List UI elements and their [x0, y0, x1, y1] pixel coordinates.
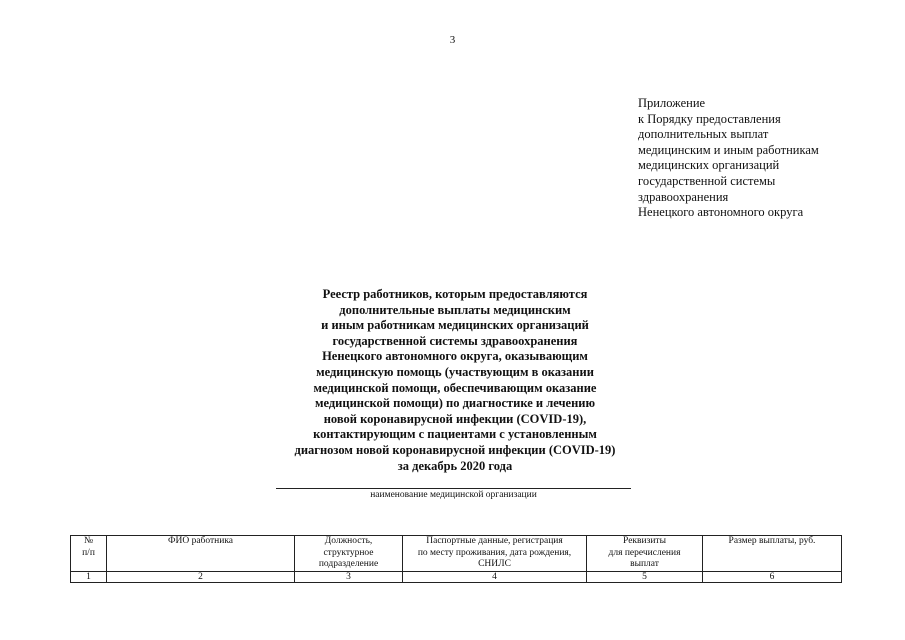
appendix-line: медицинских организаций [638, 158, 780, 173]
column-number: 4 [403, 571, 587, 582]
registry-table [70, 535, 842, 583]
title-line: медицинской помощи) по диагностике и лечению [314, 396, 596, 411]
appendix-block [638, 96, 898, 221]
header-payment-amount: Размер выплаты, руб. [703, 536, 842, 572]
appendix-line: к Порядку предоставления [638, 111, 781, 126]
column-number: 3 [295, 571, 403, 582]
column-number: 1 [71, 571, 107, 582]
title-line: дополнительные выплаты медицинским [339, 302, 571, 317]
appendix-line: государственной системы [638, 173, 776, 188]
org-name-line [276, 488, 631, 489]
appendix-line: Приложение [638, 96, 706, 110]
document-title [250, 287, 660, 474]
table-number-row [71, 571, 842, 582]
table-header-row [71, 536, 842, 572]
title-line: и иным работникам медицинских организаций [321, 318, 589, 333]
column-number: 2 [107, 571, 295, 582]
header-position: Должность, структурное подразделение [295, 536, 403, 572]
header-bank-details: Реквизиты для перечисления выплат [587, 536, 703, 572]
header-number: № п/п [71, 536, 107, 572]
title-line: государственной системы здравоохранения [332, 333, 578, 348]
title-line: новой коронавирусной инфекции (COVID-19), [323, 411, 587, 426]
column-number: 5 [587, 571, 703, 582]
appendix-line: здравоохранения [638, 189, 729, 204]
appendix-line: Ненецкого автономного округа [638, 205, 804, 220]
appendix-line: дополнительных выплат [638, 127, 769, 142]
column-number: 6 [703, 571, 842, 582]
title-line: медицинской помощи, обеспечивающим оказание [313, 380, 597, 395]
title-line: медицинскую помощь (участвующим в оказании [316, 364, 594, 379]
title-line: контактирующим с пациентами с установленным [313, 427, 597, 442]
title-line: Реестр работников, которым предоставляются [322, 287, 588, 301]
title-line: за декабрь 2020 года [397, 458, 513, 473]
title-line: диагнозом новой коронавирусной инфекции (COVID-19) [294, 442, 616, 457]
header-full-name: ФИО работника [107, 536, 295, 572]
page-number: 3 [449, 34, 456, 46]
title-line: Ненецкого автономного округа, оказывающим [322, 349, 588, 364]
org-name-caption: наименование медицинской организации [370, 490, 537, 500]
appendix-line: медицинским и иным работникам [638, 142, 819, 157]
header-passport: Паспортные данные, регистрация по месту проживания, дата рождения, СНИЛС [403, 536, 587, 572]
